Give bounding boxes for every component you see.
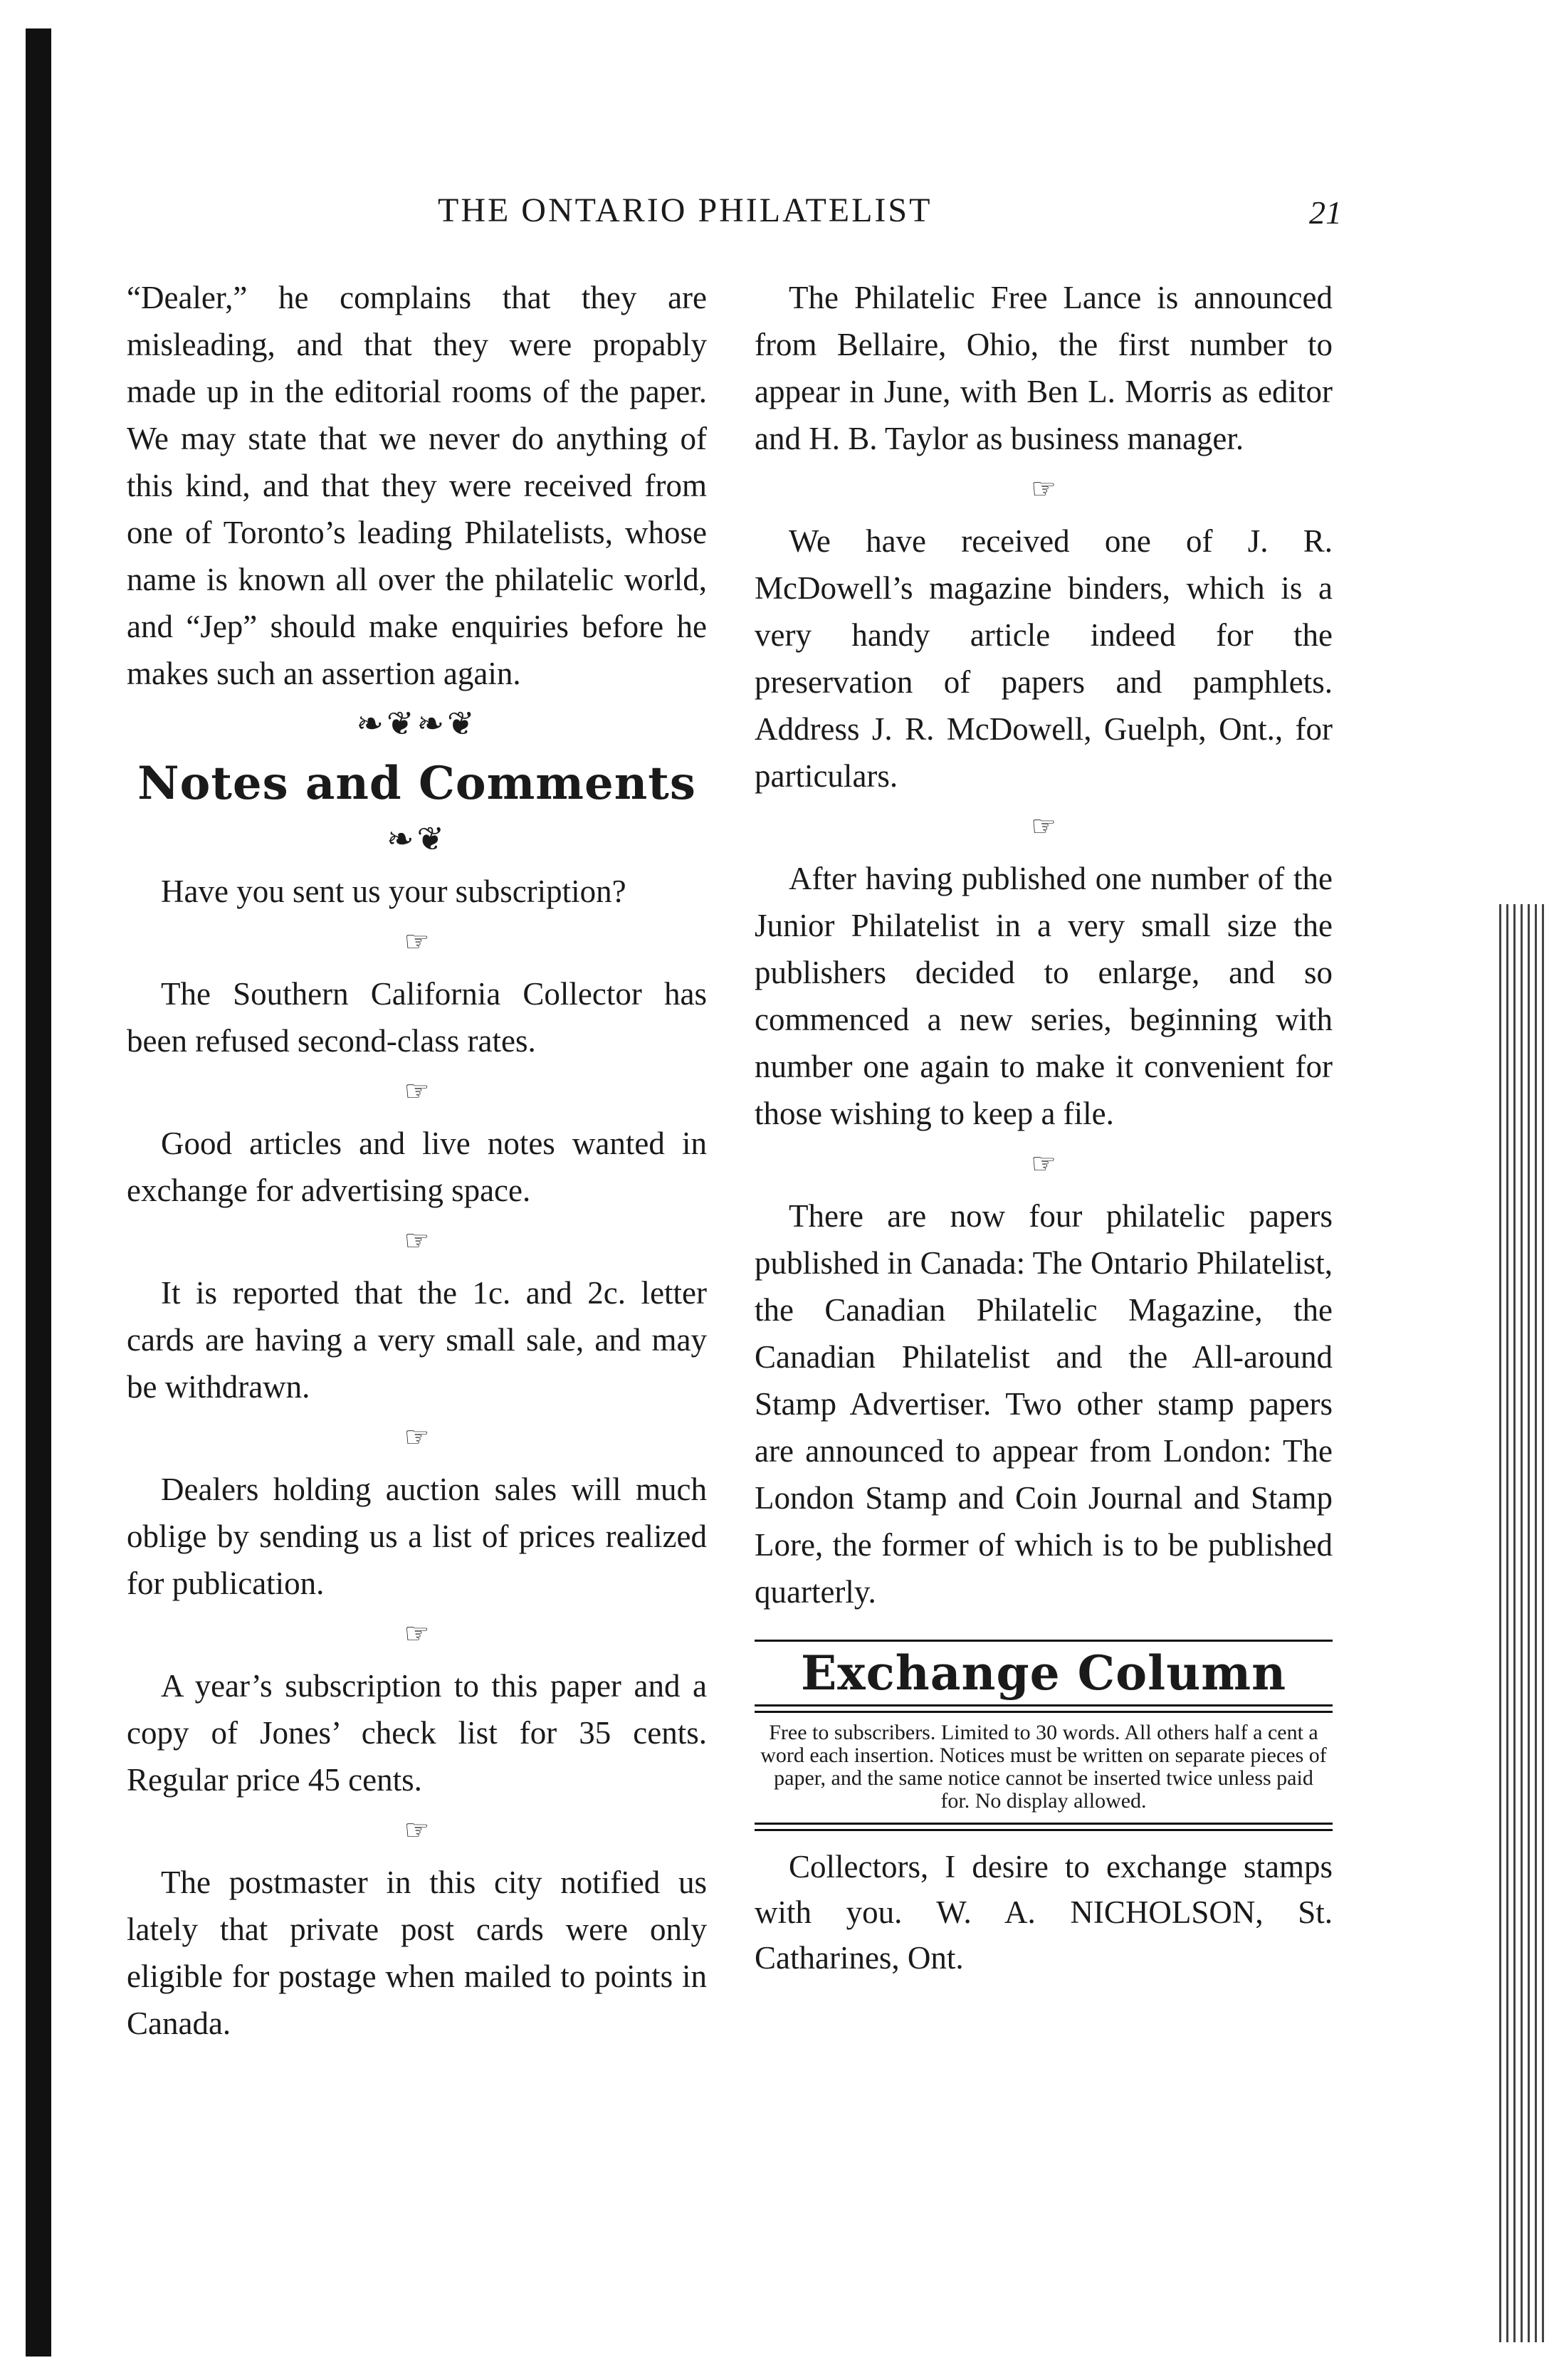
divider-rule bbox=[755, 1704, 1333, 1713]
note-paragraph: There are now four philatelic papers published in Canada: The Ontario Philatelist, the Canadian Philatelic Magazine, the Canadian Philatelist and the All-around Stamp Advertiser. Two other stamp papers are announced to appear from London: The London Stamp and Coin Journal and Stamp Lore, the former of which is to be published quarterly. bbox=[755, 1198, 1333, 1610]
exchange-heading: Exchange Column bbox=[800, 1645, 1287, 1701]
exchange-column bbox=[755, 1640, 1333, 1981]
page-header bbox=[125, 191, 1342, 234]
hand-pointer-icon: ☞ bbox=[1031, 810, 1056, 842]
note-paragraph: The Southern California Collector has been refused second-class rates. bbox=[127, 976, 707, 1059]
hand-pointer-icon: ☞ bbox=[404, 1421, 430, 1453]
note-paragraph: Have you sent us your subscription? bbox=[161, 874, 626, 909]
exchange-notice: Free to subscribers. Limited to 30 words. All others half a cent a word each insertion. Notices must be written on separate pieces of paper, and the same notice cannot be inserted twice unless paid for. No display allowed. bbox=[760, 1721, 1327, 1813]
divider-rule bbox=[755, 1823, 1333, 1831]
section-heading: Notes and Comments bbox=[137, 757, 696, 810]
hand-pointer-icon: ☞ bbox=[404, 1075, 430, 1107]
running-title: THE ONTARIO PHILATELIST bbox=[438, 192, 933, 229]
note-paragraph: It is reported that the 1c. and 2c. letter cards are having a very small sale, and may be withdrawn. bbox=[127, 1275, 707, 1405]
hand-pointer-icon: ☞ bbox=[404, 926, 430, 958]
note-paragraph: The Philatelic Free Lance is announced from Bellaire, Ohio, the first number to appear in June, with Ben L. Morris as editor and H. B. Taylor as business manager. bbox=[755, 280, 1333, 456]
note-paragraph: The postmaster in this city notified us lately that private post cards were only eligible for postage when mailed to points in Canada. bbox=[127, 1865, 707, 2041]
page-right-edge bbox=[1499, 904, 1549, 2342]
note-paragraph: After having published one number of the Junior Philatelist in a very small size the publishers decided to enlarge, and so commenced a new series, beginning with number one again to make it convenient for those wishing to keep a file. bbox=[755, 861, 1333, 1131]
continued-paragraph: “Dealer,” he complains that they are misleading, and that they were propably made up in the editorial rooms of the paper. We may state that we never do anything of this kind, and that they were received from one of Toronto’s leading Philatelists, whose name is known all over the philatelic world, and “Jep” should make enquiries before he makes such an assertion again. bbox=[127, 280, 707, 691]
hand-pointer-icon: ☞ bbox=[1031, 473, 1056, 505]
ornament-divider: ❧❦❧❦ bbox=[356, 706, 478, 742]
hand-pointer-icon: ☞ bbox=[404, 1814, 430, 1846]
page-binding-edge bbox=[26, 28, 51, 2357]
note-paragraph: Good articles and live notes wanted in exchange for advertising space. bbox=[127, 1126, 707, 1208]
exchange-ad: Collectors, I desire to exchange stamps with you. W. A. NICHOLSON, St. Catharines, Ont. bbox=[755, 1849, 1333, 1976]
right-column bbox=[755, 274, 1333, 1981]
hand-pointer-icon: ☞ bbox=[404, 1618, 430, 1650]
ornament-divider: ❧❦ bbox=[386, 821, 448, 857]
page-number: 21 bbox=[1309, 194, 1342, 231]
note-paragraph: A year’s subscription to this paper and a copy of Jones’ check list for 35 cents. Regular price 45 cents. bbox=[127, 1668, 707, 1798]
left-column bbox=[127, 274, 707, 2047]
hand-pointer-icon: ☞ bbox=[1031, 1148, 1056, 1180]
hand-pointer-icon: ☞ bbox=[404, 1225, 430, 1257]
note-paragraph: Dealers holding auction sales will much oblige by sending us a list of prices realized for publication. bbox=[127, 1472, 707, 1601]
note-paragraph: We have received one of J. R. McDowell’s magazine binders, which is a very handy article indeed for the preservation of papers and pamphlets. Address J. R. McDowell, Guelph, Ont., for particulars. bbox=[755, 523, 1333, 794]
